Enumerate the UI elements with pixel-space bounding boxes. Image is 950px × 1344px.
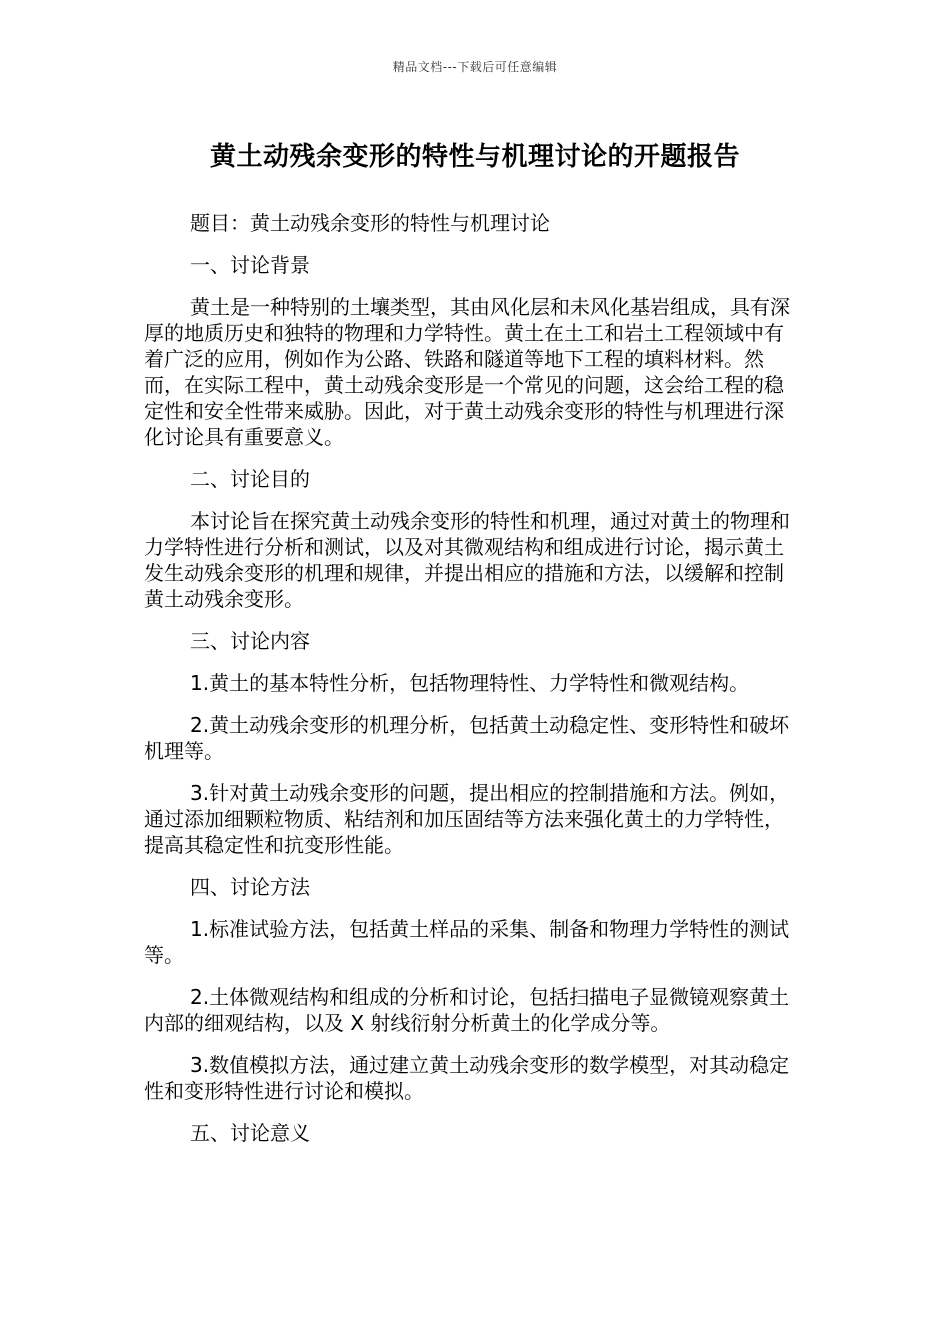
section-heading-content: 三、讨论内容 (190, 629, 310, 653)
section-heading-background: 一、讨论背景 (190, 253, 310, 277)
paragraph-purpose: 本讨论旨在探究黄土动残余变形的特性和机理，通过对黄土的物理和力学特性进行分析和测试，以及对其微观结构和组成进行讨论，揭示黄土发生动残余变形的机理和规律，并提出相应的措施和方法，以缓解和控制黄土动残余变形。 (144, 509, 790, 611)
list-item-content-2: 2.黄土动残余变形的机理分析，包括黄土动稳定性、变形特性和破坏机理等。 (144, 713, 790, 763)
list-item-method-2: 2.土体微观结构和组成的分析和讨论，包括扫描电子显微镜观察黄土内部的细观结构，以及 X 射线衍射分析黄土的化学成分等。 (144, 985, 790, 1035)
subject-line: 题目：黄土动残余变形的特性与机理讨论 (190, 211, 550, 235)
document-body (144, 210, 792, 1162)
header-watermark: 精品文档---下载后可任意编辑 (392, 60, 558, 74)
paragraph-background: 黄土是一种特别的土壤类型，其由风化层和未风化基岩组成，具有深厚的地质历史和独特的物理和力学特性。黄土在土工和岩土工程领域中有着广泛的应用，例如作为公路、铁路和隧道等地下工程的填料材料。然而，在实际工程中，黄土动残余变形是一个常见的问题，这会给工程的稳定性和安全性带来威胁。因此，对于黄土动残余变形的特性与机理进行深化讨论具有重要意义。 (144, 295, 790, 449)
section-heading-purpose: 二、讨论目的 (190, 467, 310, 491)
list-item-content-3: 3.针对黄土动残余变形的问题，提出相应的控制措施和方法。例如，通过添加细颗粒物质、粘结剂和加压固结等方法来强化黄土的力学特性，提高其稳定性和抗变形性能。 (144, 781, 790, 857)
list-item-method-3: 3.数值模拟方法，通过建立黄土动残余变形的数学模型，对其动稳定性和变形特性进行讨论和模拟。 (144, 1053, 790, 1103)
list-item-content-1: 1.黄土的基本特性分析，包括物理特性、力学特性和微观结构。 (190, 671, 750, 695)
section-heading-significance: 五、讨论意义 (190, 1121, 310, 1145)
section-heading-method: 四、讨论方法 (190, 875, 310, 899)
document-title: 黄土动残余变形的特性与机理讨论的开题报告 (209, 142, 740, 172)
list-item-method-1: 1.标准试验方法，包括黄土样品的采集、制备和物理力学特性的测试等。 (144, 917, 790, 967)
